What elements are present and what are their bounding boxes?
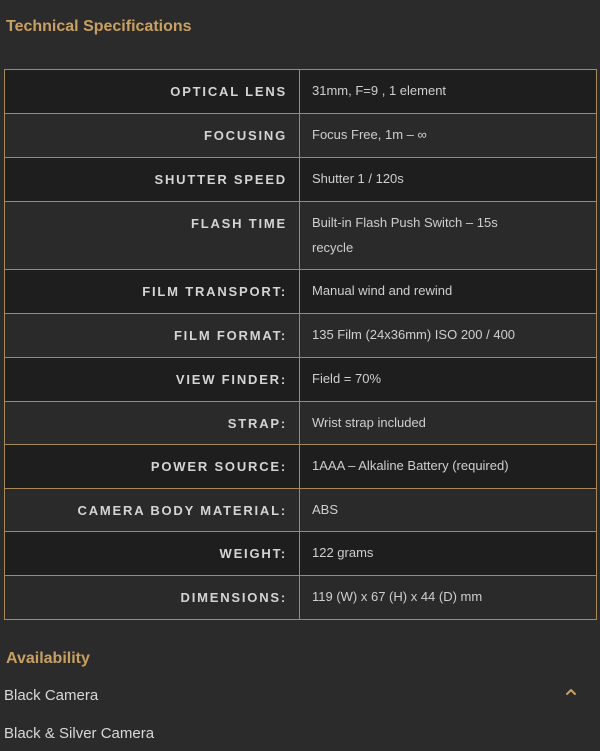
spec-value: Built-in Flash Push Switch – 15s recycle <box>300 202 597 270</box>
table-row <box>5 158 597 202</box>
spec-label: FOCUSING <box>5 114 300 158</box>
availability-heading: Availability <box>6 650 90 667</box>
spec-label: DIMENSIONS: <box>5 576 300 620</box>
spec-value: 1AAA – Alkaline Battery (required) <box>300 445 597 489</box>
spec-label: POWER SOURCE: <box>5 445 300 489</box>
table-row <box>5 358 597 402</box>
spec-label: STRAP: <box>5 402 300 445</box>
spec-label: FLASH TIME <box>5 202 300 270</box>
table-row <box>5 314 597 358</box>
spec-value: 135 Film (24x36mm) ISO 200 / 400 <box>300 314 597 358</box>
spec-label: VIEW FINDER: <box>5 358 300 402</box>
spec-value: Shutter 1 / 120s <box>300 158 597 202</box>
table-row <box>5 270 597 314</box>
spec-label: SHUTTER SPEED <box>5 158 300 202</box>
specs-heading: Technical Specifications <box>6 18 192 35</box>
availability-item-black-camera[interactable]: Black Camera <box>4 687 99 704</box>
table-row <box>5 114 597 158</box>
table-row <box>5 489 597 532</box>
table-row <box>5 202 597 270</box>
spec-value: Field = 70% <box>300 358 597 402</box>
spec-label: FILM FORMAT: <box>5 314 300 358</box>
spec-value: 31mm, F=9 , 1 element <box>300 70 597 114</box>
table-row <box>5 576 597 620</box>
spec-label: OPTICAL LENS <box>5 70 300 114</box>
spec-label: CAMERA BODY MATERIAL: <box>5 489 300 532</box>
spec-value: Manual wind and rewind <box>300 270 597 314</box>
table-row <box>5 445 597 489</box>
spec-value: 122 grams <box>300 532 597 576</box>
table-row <box>5 70 597 114</box>
availability-item-black-silver-camera[interactable]: Black & Silver Camera <box>4 725 155 742</box>
table-row <box>5 402 597 445</box>
table-row <box>5 532 597 576</box>
spec-label: WEIGHT: <box>5 532 300 576</box>
spec-value: Wrist strap included <box>300 402 597 445</box>
specs-table <box>4 69 597 620</box>
spec-value: Focus Free, 1m – ∞ <box>300 114 597 158</box>
chevron-up-icon[interactable] <box>563 684 579 700</box>
spec-label: FILM TRANSPORT: <box>5 270 300 314</box>
spec-value: ABS <box>300 489 597 532</box>
spec-value: 119 (W) x 67 (H) x 44 (D) mm <box>300 576 597 620</box>
